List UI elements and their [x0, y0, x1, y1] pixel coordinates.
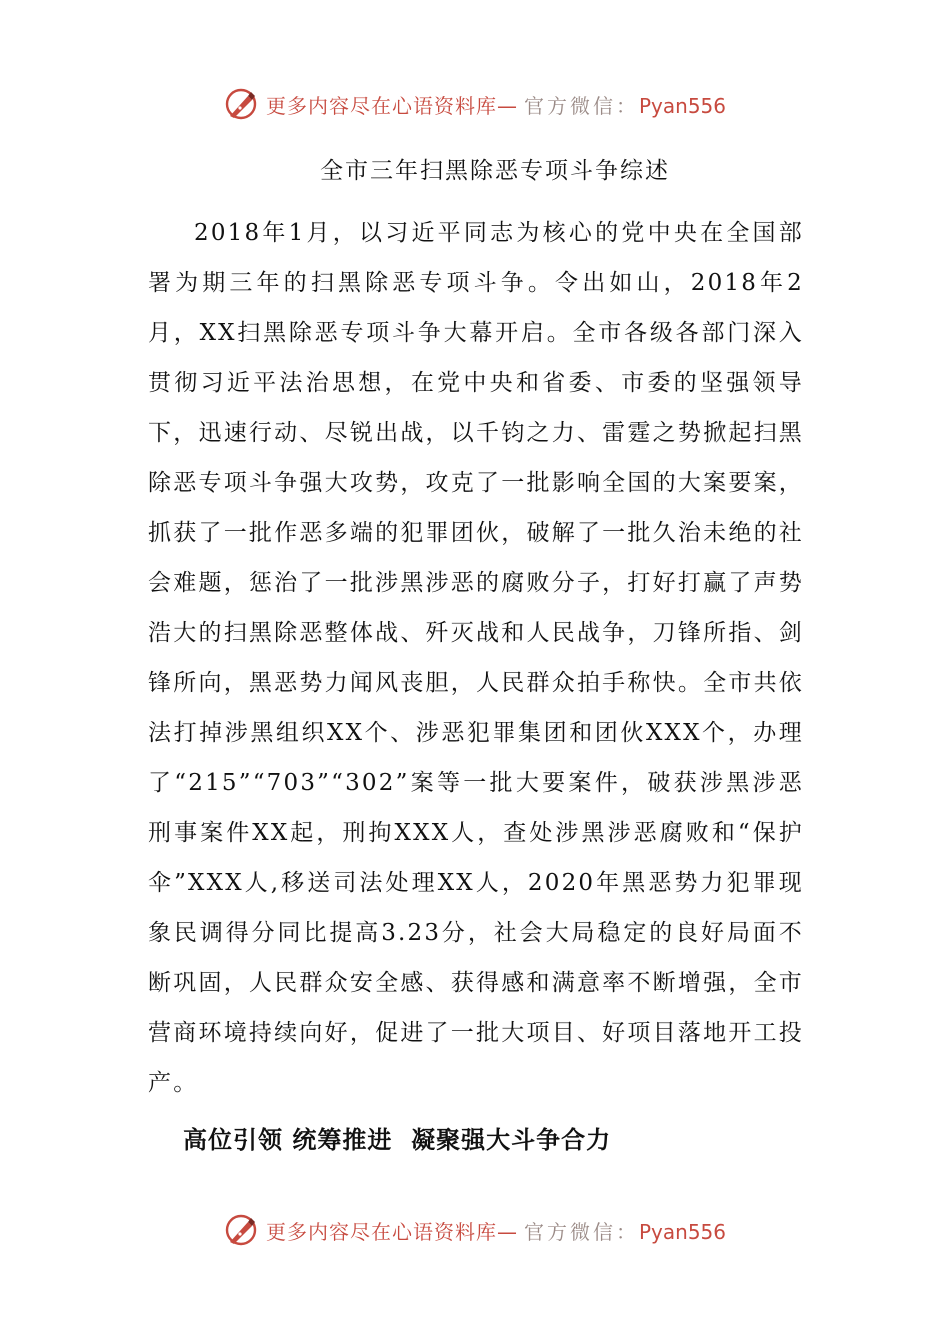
watermark-brand: 更多内容尽在心语资料库— [265, 93, 518, 118]
watermark-wechat-id: Pyan556 [638, 93, 726, 118]
body-paragraph: 2018年1月，以习近平同志为核心的党中央在全国部署为期三年的扫黑除恶专项斗争。令出如山，2018年2月，XX扫黑除恶专项斗争大幕开启。全市各级各部门深入贯彻习近平法治思想，在党中央和省委、市委的坚强领导下，迅速行动、尽锐出战，以千钧之力、雷霆之势掀起扫黑除恶专项斗争强大攻势，攻克了一批影响全国的大案要案，抓获了一批作恶多端的犯罪团伙，破解了一批久治未绝的社会难题，惩治了一批涉黑涉恶的腐败分子，打好打赢了声势浩大的扫黑除恶整体战、歼灭战和人民战争，刀锋所指、剑锋所向，黑恶势力闻风丧胆，人民群众拍手称快。全市共依法打掉涉黑组织XX个、涉恶犯罪集团和团伙XXX个，办理了“215”“703”“302”案等一批大要案件，破获涉黑涉恶刑事案件XX起，刑拘XXX人，查处涉黑涉恶腐败和“保护伞”XXX人,移送司法处理XX人，2020年黑恶势力犯罪现象民调得分同比提高3.23分，社会大局稳定的良好局面不断巩固，人民群众安全感、获得感和满意率不断增强，全市营商环境持续向好，促进了一批大项目、好项目落地开工投产。 [148, 220, 804, 1096]
pen-nib-logo-icon [224, 87, 258, 121]
watermark-text [266, 1216, 726, 1245]
watermark-brand: 更多内容尽在心语资料库— [265, 1219, 518, 1244]
watermark-wechat-label: 官方微信： [523, 93, 639, 118]
watermark-header [0, 86, 950, 122]
section-heading: 高位引领 统筹推进 凝聚强大斗争合力 [183, 1126, 612, 1154]
watermark-text [266, 90, 726, 119]
watermark-wechat-id: Pyan556 [638, 1219, 726, 1244]
document-title: 全市三年扫黑除恶专项斗争综述 [320, 158, 670, 184]
watermark-footer [0, 1212, 950, 1248]
pen-nib-logo-icon [224, 1213, 258, 1247]
watermark-wechat-label: 官方微信： [523, 1219, 639, 1244]
